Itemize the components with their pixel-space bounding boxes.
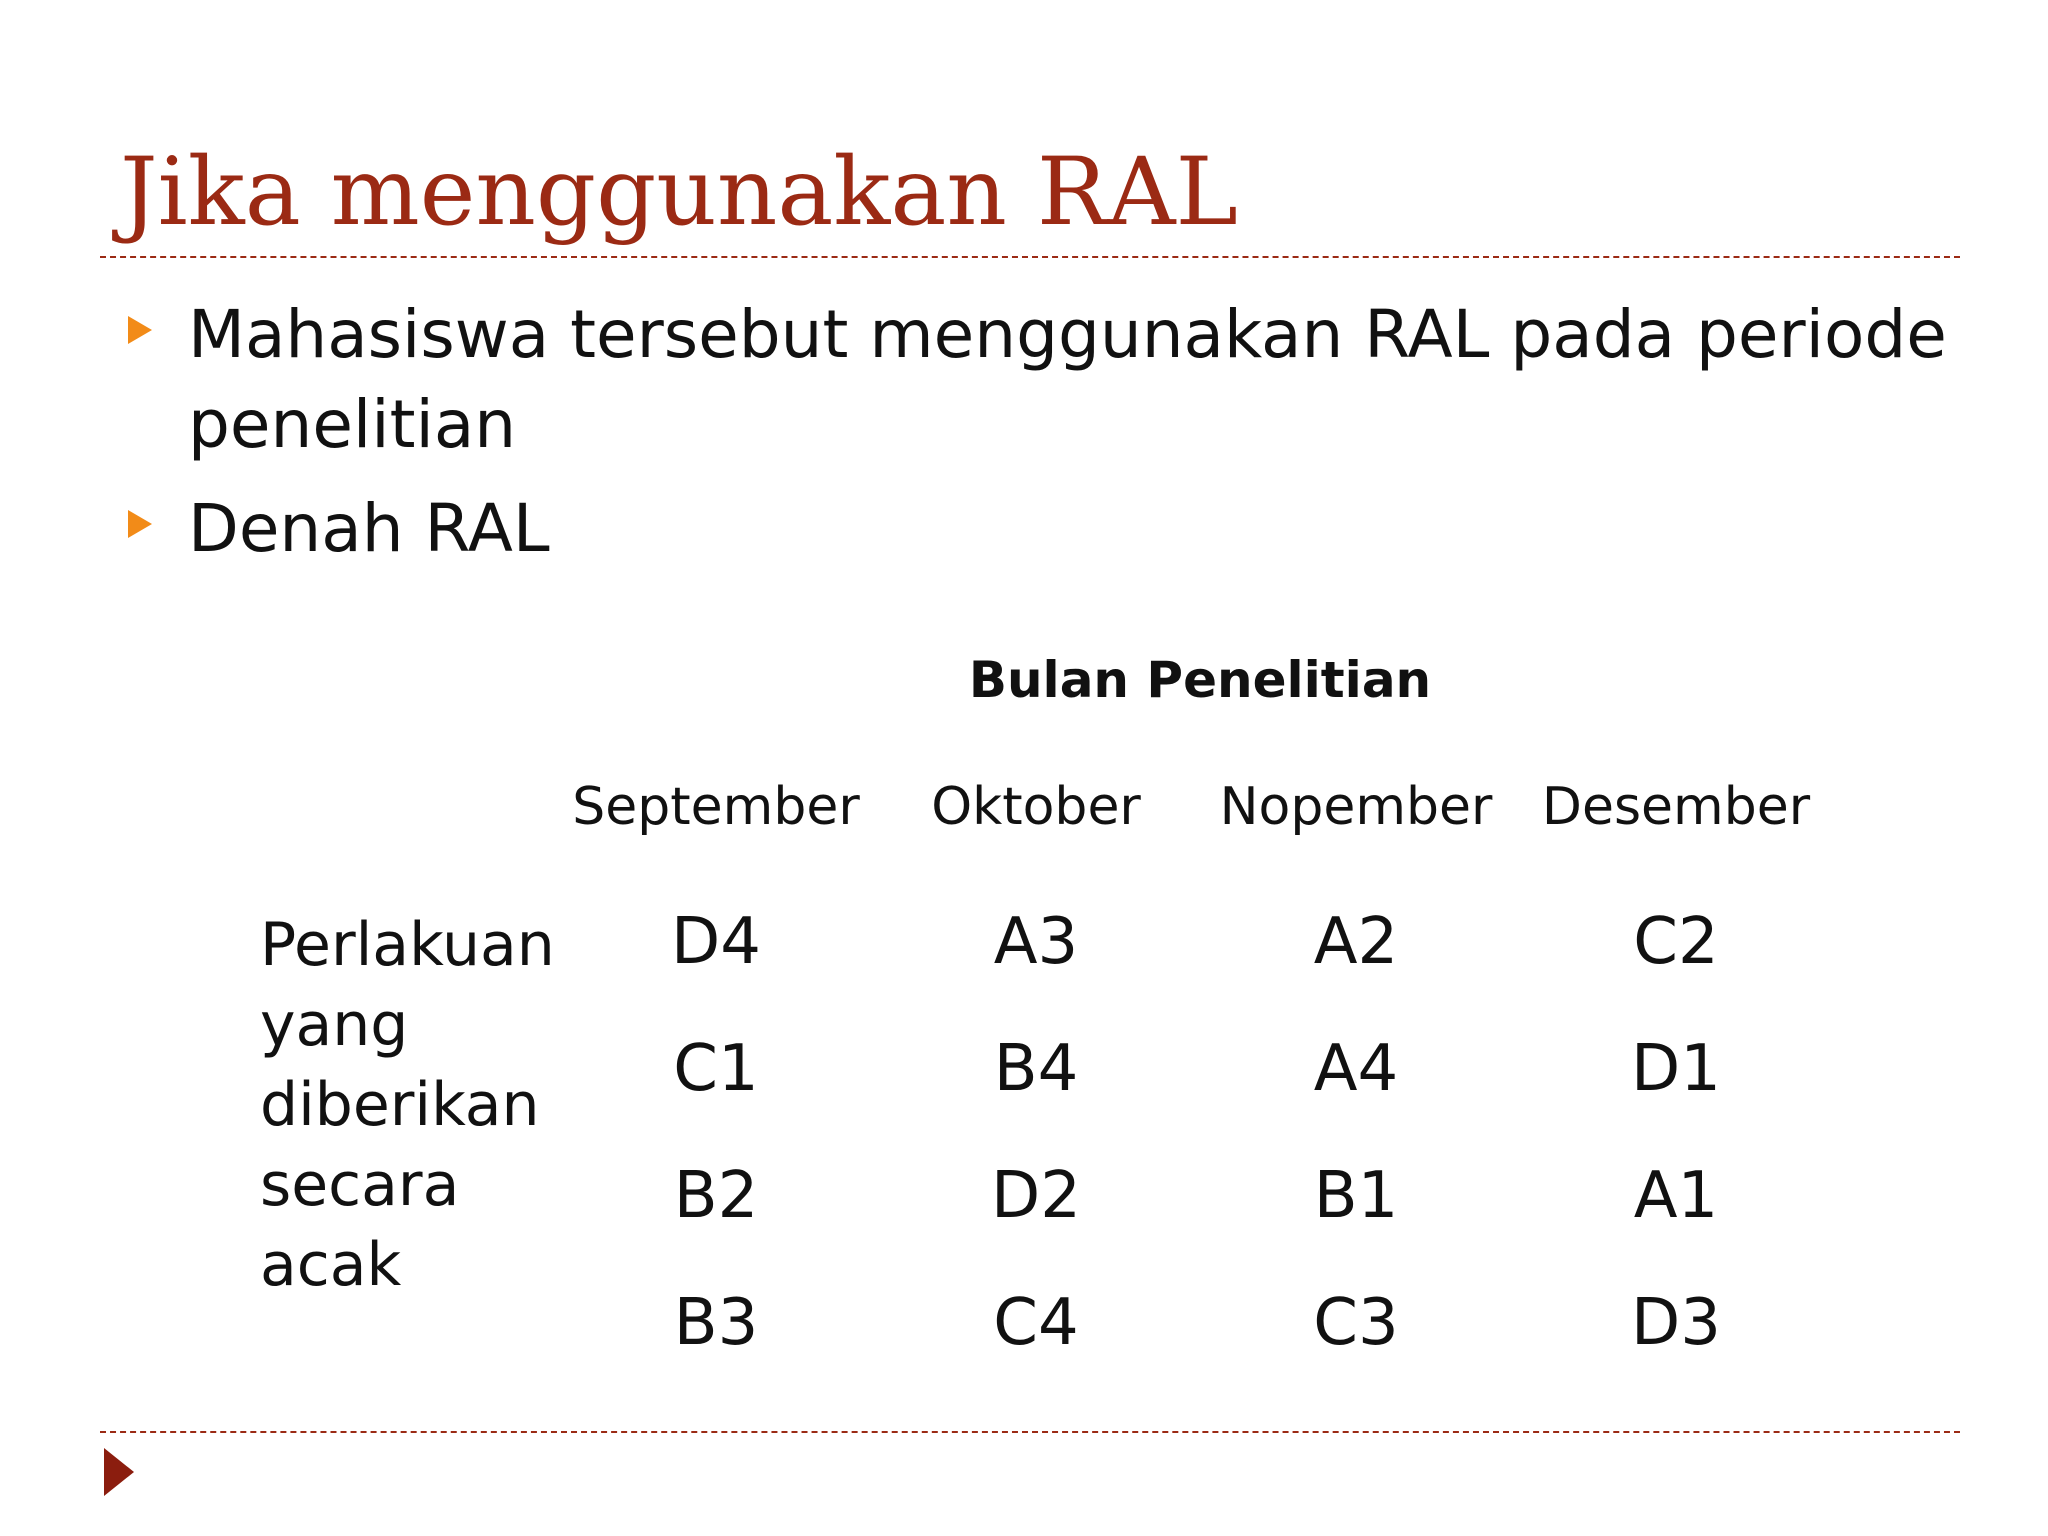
table-cell: C4 xyxy=(993,1286,1079,1360)
footer-divider xyxy=(100,1431,1960,1433)
table-cell: D2 xyxy=(991,1159,1081,1233)
column-header-september: September xyxy=(572,777,860,837)
table-cell: C3 xyxy=(1313,1286,1399,1360)
table-cell: A4 xyxy=(1313,1032,1399,1106)
table-cell: B2 xyxy=(673,1159,759,1233)
table-cell: A3 xyxy=(993,905,1079,979)
column-header-desember: Desember xyxy=(1541,777,1811,837)
column-header-oktober: Oktober xyxy=(931,777,1141,837)
table-cell: D3 xyxy=(1631,1286,1721,1360)
table-cell: B1 xyxy=(1313,1159,1399,1233)
table-cell: A2 xyxy=(1313,905,1399,979)
table-cell: C2 xyxy=(1633,905,1719,979)
bullet-text: Denah RAL xyxy=(188,490,550,567)
table-cell: B3 xyxy=(673,1286,759,1360)
table-cell: B4 xyxy=(993,1032,1079,1106)
table-cell: D1 xyxy=(1631,1032,1721,1106)
next-slide-icon[interactable] xyxy=(104,1448,134,1496)
table-cell: D4 xyxy=(671,905,761,979)
bullet-text: Mahasiswa tersebut menggunakan RAL pada periode penelitian xyxy=(188,296,1947,463)
table-cell: A1 xyxy=(1633,1159,1719,1233)
table-group-header: Bulan Penelitian xyxy=(968,651,1432,709)
column-header-nopember: Nopember xyxy=(1219,777,1493,837)
slide-title: Jika menggunakan RAL xyxy=(120,138,1238,247)
row-label: Perlakuan yang diberikan secara acak xyxy=(260,910,555,1300)
table-cell: C1 xyxy=(673,1032,759,1106)
